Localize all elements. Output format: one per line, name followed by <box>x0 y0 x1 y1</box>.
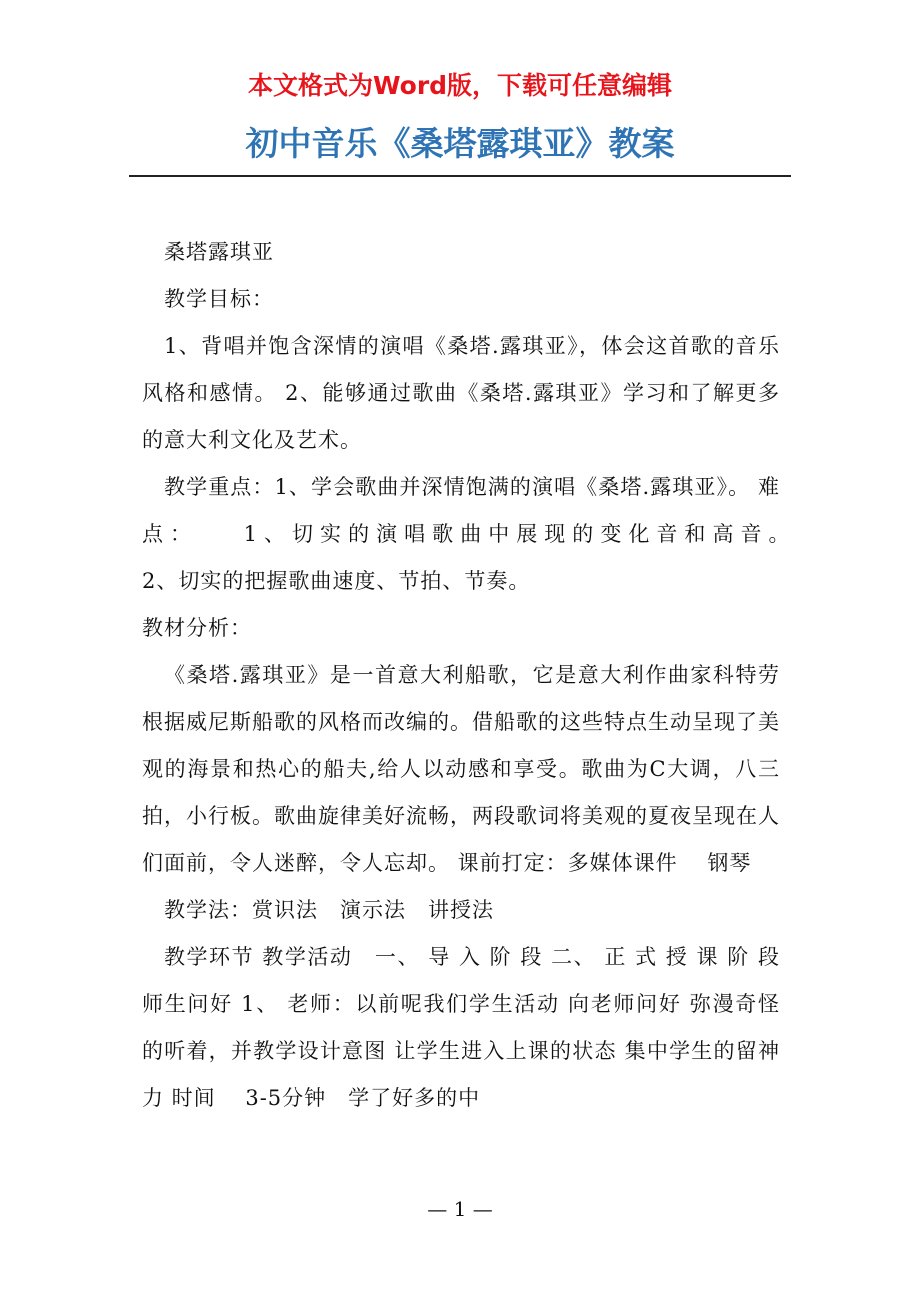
paragraph-teaching-steps: 教学环节 教学活动 一、 导 入 阶 段 二、 正 式 授 课 阶 段 师生问好 1、 老师：以前呢我们学生活动 向老师问好 弥漫奇怪的听着，并教学设计意图 让学生进入上课的状态 集中学生的留神力 时间 3-5分钟 学了好多的中 <box>142 945 802 1110</box>
paragraph-objectives-heading: 教学目标： <box>164 287 274 311</box>
title-divider <box>129 175 791 177</box>
document-title: 初中音乐《桑塔露琪亚》教案 <box>245 124 675 163</box>
editable-format-banner: 本文格式为Word版，下载可任意编辑 <box>247 71 673 100</box>
document-body <box>142 229 912 1122</box>
paragraph-teaching-methods: 教学法：赏识法 演示法 讲授法 <box>164 898 494 922</box>
paragraph-material-analysis: 《桑塔.露琪亚》是一首意大利船歌，它是意大利作曲家科特劳根据威尼斯船歌的风格而改编的。借船歌的这些特点生动呈现了美观的海景和热心的船夫,给人以动感和享受。歌曲为C大调，八三拍，小行板。歌曲旋律美好流畅，两段歌词将美观的夏夜呈现在人们面前，令人迷醉，令人忘却。 课前打定：多媒体课件 钢琴 <box>142 663 780 875</box>
paragraph-material-analysis-heading: 教材分析： <box>142 616 252 640</box>
paragraph-song-name: 桑塔露琪亚 <box>164 240 274 264</box>
paragraph-key-points: 教学重点：1、学会歌曲并深情饱满的演唱《桑塔.露琪亚》。 难点： 1、切实的演唱歌曲中展现的变化音和高音。 2、切实的把握歌曲速度、节拍、节奏。 <box>142 475 912 593</box>
page-number: — 1 — <box>427 1197 493 1221</box>
paragraph-objectives: 1、背唱并饱含深情的演唱《桑塔.露琪亚》，体会这首歌的音乐风格和感情。 2、能够通过歌曲《桑塔.露琪亚》学习和了解更多的意大利文化及艺术。 <box>142 334 780 452</box>
